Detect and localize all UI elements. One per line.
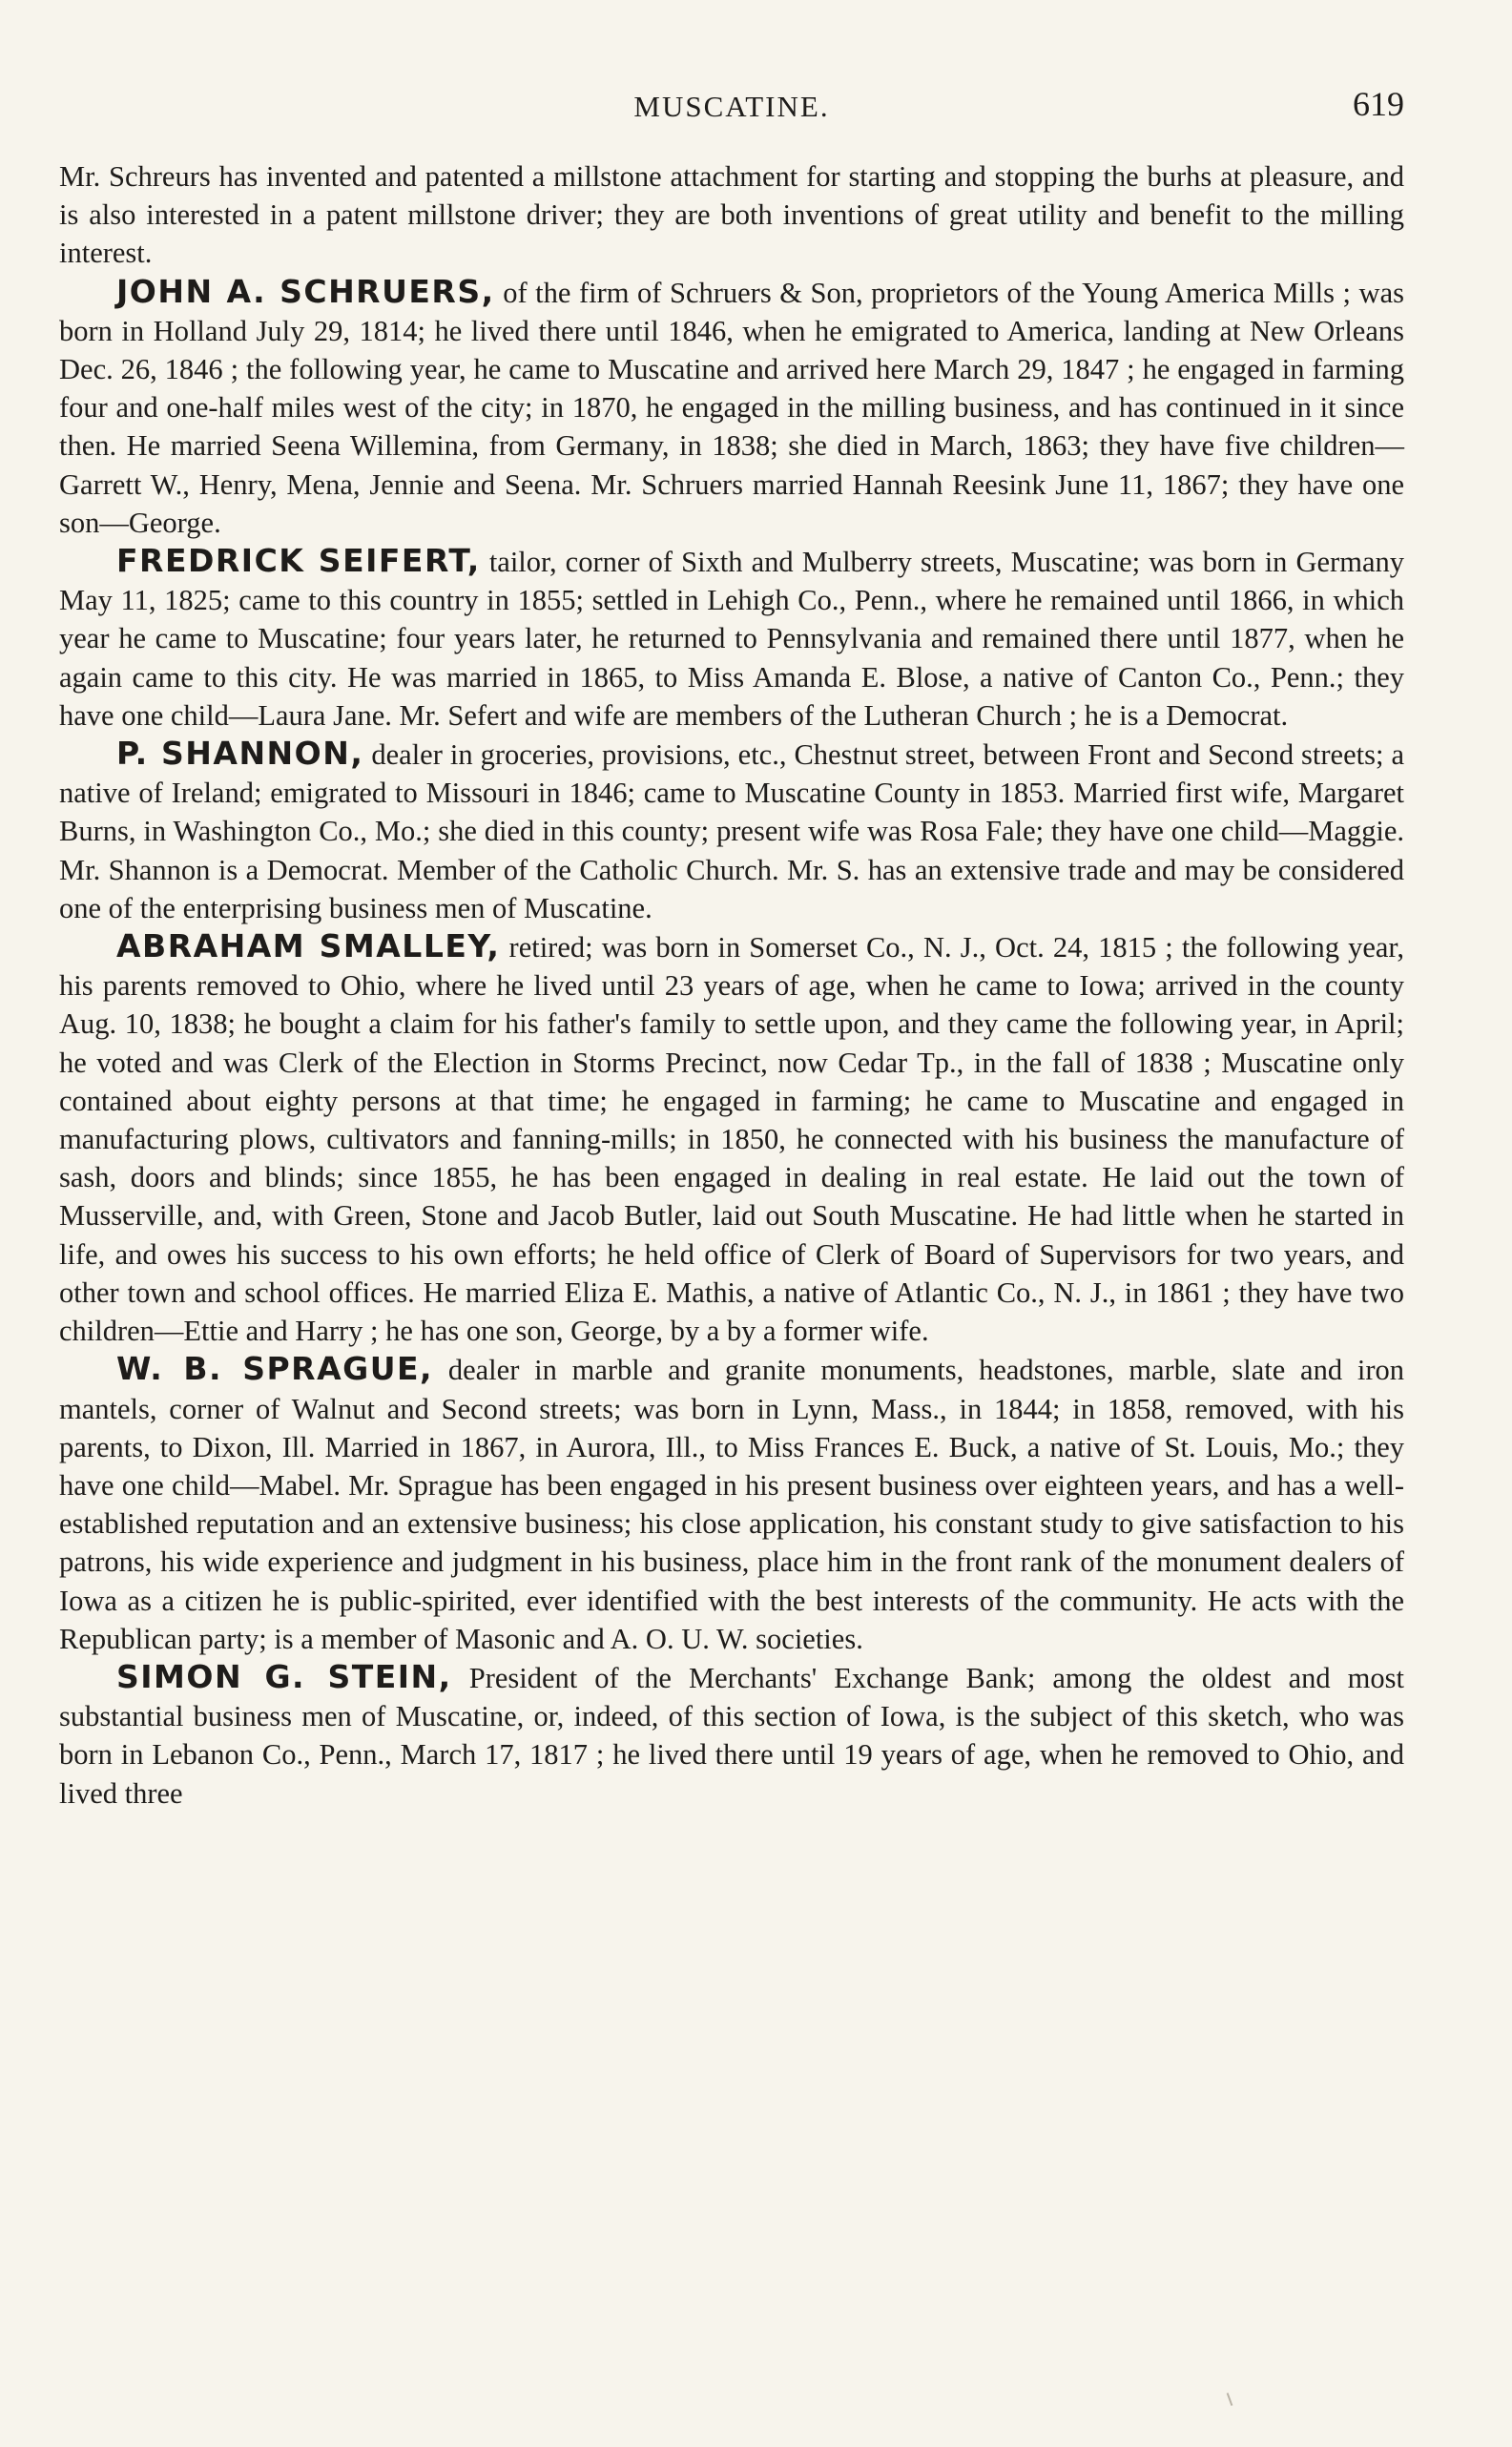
entry-name: FREDRICK SEIFERT, [116, 542, 481, 580]
biography-entry [59, 735, 1404, 927]
entry-name: W. B. SPRAGUE, [116, 1350, 434, 1388]
entry-name: JOHN A. SCHRUERS, [116, 272, 495, 310]
biography-entry [59, 1350, 1404, 1658]
entry-text: of the firm of Schruers & Son, proprietors of the Young America Mills ; was born in Holland July 29, 1814; he lived there until 1846, when he emigrated to America, landing at New Orleans Dec. 26, 1846 ; the following year, he came to Muscatine and arrived here March 29, 1847 ; he engaged in farming four and one-half miles west of the city; in 1870, he engaged in the milling business, and has continued in it since then. He married Seena Willemina, from Germany, in 1838; she died in March, 1863; they have five children—Garrett W., Henry, Mena, Jennie and Seena. Mr. Schruers married Hannah Reesink June 11, 1867; they have one son—George. [59, 276, 1404, 539]
page-number: 619 [1353, 85, 1404, 123]
entry-name: ABRAHAM SMALLEY, [116, 927, 501, 965]
entry-name: SIMON G. STEIN, [116, 1657, 452, 1695]
entry-name: P. SHANNON, [116, 735, 364, 773]
page-body [59, 157, 1404, 1813]
page-header [59, 84, 1404, 132]
entry-text: tailor, corner of Sixth and Mulberry streets, Muscatine; was born in Germany May 11, 1825; came to this country in 1855; settled in Lehigh Co., Penn., where he remained until 1866, in which year he came to Muscatine; four years later, he returned to Pennsylvania and remained there until 1877, when he again came to this city. He was married in 1865, to Miss Amanda E. Blose, a native of Canton Co., Penn.; they have one child—Laura Jane. Mr. Sefert and wife are members of the Lutheran Church ; he is a Democrat. [59, 546, 1404, 732]
biography-entry [59, 542, 1404, 735]
biography-entry [59, 1658, 1404, 1813]
biography-entry [59, 273, 1404, 542]
entry-text: retired; was born in Somerset Co., N. J., Oct. 24, 1815 ; the following year, his parents removed to Ohio, where he lived until 23 years of age, when he came to Iowa; arrived in the county Aug. 10, 1838; he bought a claim for his father's family to settle upon, and they came the following year, in April; he voted and was Clerk of the Election in Storms Precinct, now Cedar Tp., in the fall of 1838 ; Muscatine only contained about eighty persons at that time; he engaged in farming; he came to Muscatine and engaged in manufacturing plows, cultivators and fanning-mills; in 1850, he connected with his business the manufacture of sash, doors and blinds; since 1855, he has been engaged in dealing in real estate. He laid out the town of Musserville, and, with Green, Stone and Jacob Butler, laid out South Muscatine. He had little when he started in life, and owes his success to his own efforts; he held office of Clerk of Board of Supervisors for two years, and other town and school offices. He married Eliza E. Mathis, a native of Atlantic Co., N. J., in 1861 ; they have two children—Ettie and Harry ; he has one son, George, by a by a former wife. [59, 931, 1404, 1348]
biography-entry [59, 927, 1404, 1350]
entry-text: President of the Merchants' Exchange Bank; among the oldest and most substantial business men of Muscatine, or, indeed, of this section of Iowa, is the subject of this sketch, who was born in Lebanon Co., Penn., March 17, 1817 ; he lived there until 19 years of age, when he removed to Ohio, and lived three [59, 1661, 1404, 1810]
entry-text: dealer in groceries, provisions, etc., Chestnut street, between Front and Second streets; a native of Ireland; emigrated to Missouri in 1846; came to Muscatine County in 1853. Married first wife, Margaret Burns, in Washington Co., Mo.; she died in this county; present wife was Rosa Fale; they have one child—Maggie. Mr. Shannon is a Democrat. Member of the Catholic Church. Mr. S. has an extensive trade and may be considered one of the enterprising business men of Muscatine. [59, 738, 1404, 924]
entry-text: dealer in marble and granite monuments, headstones, marble, slate and iron mantels, corner of Walnut and Second streets; was born in Lynn, Mass., in 1844; in 1858, removed, with his parents, to Dixon, Ill. Married in 1867, in Aurora, Ill., to Miss Frances E. Buck, a native of St. Louis, Mo.; they have one child—Mabel. Mr. Sprague has been engaged in his present business over eighteen years, and has a well-established reputation and an extensive business; his close application, his constant study to give satisfaction to his patrons, his wide experience and judgment in his business, place him in the front rank of the monument dealers of Iowa as a citizen he is public-spirited, ever identified with the best interests of the community. He acts with the Republican party; is a member of Masonic and A. O. U. W. societies. [59, 1354, 1404, 1655]
paper-speck [1227, 2393, 1233, 2406]
intro-paragraph: Mr. Schreurs has invented and patented a millstone attachment for starting and stopping the burhs at pleasure, and is also interested in a patent millstone driver; they are both inventions of great utility and benefit to the milling interest. [59, 160, 1404, 270]
running-head: MUSCATINE. [633, 90, 830, 123]
